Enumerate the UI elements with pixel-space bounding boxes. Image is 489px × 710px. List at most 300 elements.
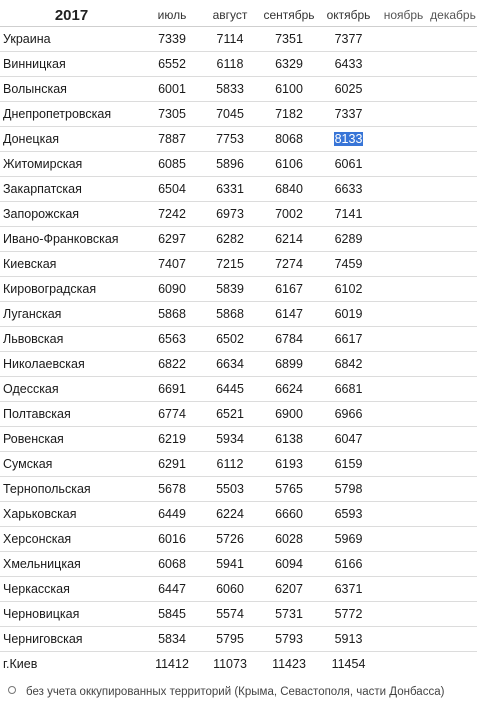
value-cell [429,27,477,52]
table-row [0,402,477,427]
table-row [0,252,477,277]
cell-value: 7753 [216,132,244,146]
cell-value: 6112 [216,457,244,471]
value-cell [319,227,378,252]
value-cell [143,277,201,302]
cell-value: 6552 [158,57,186,71]
cell-value: 6061 [334,157,363,171]
value-cell [378,602,429,627]
value-cell [378,452,429,477]
value-cell [259,302,319,327]
cell-value: 11423 [272,657,306,671]
cell-value: 6899 [275,357,303,371]
cell-value: 5941 [216,557,244,571]
cell-value: 5678 [158,482,186,496]
value-cell [429,52,477,77]
cell-value: 6193 [275,457,303,471]
value-cell [201,77,259,102]
value-cell [259,77,319,102]
cell-value: 6138 [275,432,303,446]
value-cell [429,252,477,277]
cell-value: 6085 [158,157,186,171]
cell-value: 6214 [275,232,303,246]
cell-value: 5793 [275,632,303,646]
value-cell [319,352,378,377]
value-cell [319,627,378,652]
value-cell [319,177,378,202]
cell-value: 7141 [334,207,363,221]
cell-value: 5969 [334,532,363,546]
circle-bullet-icon [8,686,16,694]
value-cell [259,52,319,77]
cell-value: 6100 [275,82,303,96]
header-month-october: октябрь [319,4,378,27]
cell-value: 5868 [216,307,244,321]
value-cell [201,202,259,227]
value-cell [378,477,429,502]
cell-value: 5798 [334,482,363,496]
cell-value: 6447 [158,582,186,596]
value-cell [378,177,429,202]
value-cell [378,427,429,452]
value-cell [319,452,378,477]
cell-value: 7887 [158,132,186,146]
value-cell [201,152,259,177]
value-cell [319,402,378,427]
table-body [0,27,477,677]
value-cell [143,102,201,127]
salary-table [0,4,477,676]
header-month-december: декабрь [429,4,477,27]
region-name: Закарпатская [0,177,143,202]
cell-value: 6090 [158,282,186,296]
region-name: Ровенская [0,427,143,452]
table-row [0,377,477,402]
value-cell [378,652,429,677]
cell-value: 5731 [275,607,303,621]
value-cell [259,352,319,377]
table-row [0,202,477,227]
value-cell [201,277,259,302]
value-cell [319,552,378,577]
cell-value: 11454 [331,657,366,671]
value-cell [429,77,477,102]
cell-value: 6207 [275,582,303,596]
value-cell [319,152,378,177]
cell-value: 6840 [275,182,303,196]
region-name: Житомирская [0,152,143,177]
value-cell [143,627,201,652]
cell-value: 6282 [216,232,244,246]
cell-value: 6289 [334,232,363,246]
cell-value: 6521 [216,407,244,421]
value-cell [429,627,477,652]
value-cell [429,402,477,427]
value-cell [259,377,319,402]
region-name: Черновицкая [0,602,143,627]
value-cell [429,527,477,552]
cell-value: 6028 [275,532,303,546]
table-row [0,577,477,602]
value-cell [429,352,477,377]
value-cell [429,502,477,527]
cell-value: 6106 [275,157,303,171]
cell-value: 6563 [158,332,186,346]
table-row [0,102,477,127]
value-cell [259,502,319,527]
cell-value: 5868 [158,307,186,321]
region-name: Волынская [0,77,143,102]
value-cell [143,177,201,202]
value-cell [143,252,201,277]
region-name: Украина [0,27,143,52]
value-cell [319,377,378,402]
value-cell [378,527,429,552]
cell-value: 6445 [216,382,244,396]
value-cell [259,577,319,602]
value-cell [319,577,378,602]
header-month-september: сентябрь [259,4,319,27]
value-cell [429,377,477,402]
value-cell [143,452,201,477]
value-cell [259,252,319,277]
value-cell [143,77,201,102]
value-cell [259,177,319,202]
cell-value: 6593 [334,507,363,521]
cell-value: 6025 [334,82,363,96]
table-row [0,652,477,677]
value-cell [259,127,319,152]
value-cell [429,202,477,227]
cell-value: 5772 [334,607,363,621]
cell-value: 6784 [275,332,303,346]
region-name: Луганская [0,302,143,327]
cell-value: 5726 [216,532,244,546]
region-name: Хмельницкая [0,552,143,577]
value-cell [378,352,429,377]
cell-value: 6449 [158,507,186,521]
value-cell [259,102,319,127]
value-cell [259,627,319,652]
region-name: г.Киев [3,657,38,671]
value-cell [259,602,319,627]
value-cell [429,602,477,627]
value-cell [319,327,378,352]
value-cell [143,402,201,427]
cell-value: 6966 [334,407,363,421]
value-cell [378,77,429,102]
cell-value: 7339 [158,32,186,46]
cell-value: 6047 [334,432,363,446]
value-cell [143,577,201,602]
value-cell [143,52,201,77]
value-cell [429,577,477,602]
value-cell [378,152,429,177]
value-cell [259,27,319,52]
value-cell [429,152,477,177]
value-cell [201,27,259,52]
cell-value: 6001 [158,82,186,96]
region-name: Винницкая [0,52,143,77]
value-cell [319,527,378,552]
value-cell [143,552,201,577]
value-cell [201,502,259,527]
table-row [0,277,477,302]
cell-value: 5503 [216,482,244,496]
value-cell [201,377,259,402]
region-name: Донецкая [0,127,143,152]
value-cell [259,527,319,552]
value-cell [378,102,429,127]
region-name: Ивано-Франковская [0,227,143,252]
region-name: Харьковская [0,502,143,527]
value-cell [378,302,429,327]
cell-value: 7351 [275,32,303,46]
cell-value: 6617 [334,332,363,346]
value-cell [201,102,259,127]
value-cell [378,402,429,427]
value-cell [429,552,477,577]
value-cell [319,602,378,627]
value-cell [319,277,378,302]
value-cell [429,227,477,252]
value-cell [259,327,319,352]
value-cell [259,652,319,677]
table-row [0,227,477,252]
value-cell [201,577,259,602]
region-name: Николаевская [0,352,143,377]
footnote [8,686,444,698]
value-cell [378,52,429,77]
table-row [0,527,477,552]
value-cell [259,402,319,427]
header-month-november: ноябрь [378,4,429,27]
region-name: Херсонская [0,527,143,552]
cell-value: 7242 [158,207,186,221]
value-cell [378,277,429,302]
value-cell [143,527,201,552]
table-row [0,427,477,452]
region-name: Днепропетровская [0,102,143,127]
table-row [0,177,477,202]
value-cell [378,252,429,277]
table-row [0,127,477,152]
value-cell [143,327,201,352]
value-cell [259,202,319,227]
value-cell [319,302,378,327]
value-cell [143,477,201,502]
value-cell [429,652,477,677]
footnote-text: без учета оккупированных территорий (Крыма, Севастополя, части Донбасса) [26,686,445,698]
cell-value: 6973 [216,207,244,221]
value-cell [143,127,201,152]
value-cell [143,427,201,452]
region-name: Черниговская [0,627,143,652]
region-name: Одесская [0,377,143,402]
cell-value: 6433 [334,57,363,71]
cell-value: 8068 [275,132,303,146]
cell-value: 7215 [216,257,244,271]
value-cell [378,627,429,652]
value-cell [201,602,259,627]
value-cell [378,202,429,227]
value-cell [143,27,201,52]
value-cell [201,627,259,652]
cell-value: 5839 [216,282,244,296]
value-cell [429,327,477,352]
table-row [0,302,477,327]
cell-value: 7337 [334,107,363,121]
cell-value: 6159 [334,457,363,471]
cell-value: 5765 [275,482,303,496]
value-cell [319,252,378,277]
value-cell [201,227,259,252]
cell-value: 5834 [158,632,186,646]
value-cell [319,102,378,127]
table-row [0,477,477,502]
value-cell [429,452,477,477]
table-row [0,27,477,52]
cell-value: 5913 [334,632,363,646]
cell-value: 6634 [216,357,244,371]
value-cell [259,427,319,452]
cell-value: 6331 [216,182,244,196]
value-cell [201,52,259,77]
region-name: Черкасская [0,577,143,602]
cell-value: 6329 [275,57,303,71]
table-header [0,4,477,27]
cell-value: 6633 [334,182,363,196]
table-row [0,552,477,577]
cell-value: 11073 [213,657,247,671]
selected-cell-value: 8133 [334,132,363,146]
value-cell [429,102,477,127]
cell-value: 7182 [275,107,303,121]
value-cell [378,502,429,527]
cell-value: 6094 [275,557,303,571]
value-cell [143,227,201,252]
cell-value: 6822 [158,357,186,371]
cell-value: 7002 [275,207,303,221]
cell-value: 6660 [275,507,303,521]
cell-value: 6019 [334,307,363,321]
cell-value: 6624 [275,382,303,396]
region-name: Полтавская [0,402,143,427]
value-cell [201,427,259,452]
value-cell [201,177,259,202]
cell-value: 7274 [275,257,303,271]
header-month-august: август [201,4,259,27]
cell-value: 6224 [216,507,244,521]
table-row [0,627,477,652]
value-cell [143,302,201,327]
value-cell [201,352,259,377]
value-cell [378,27,429,52]
value-cell [378,327,429,352]
table-row [0,352,477,377]
table-row [0,327,477,352]
value-cell [378,227,429,252]
value-cell [201,302,259,327]
cell-value: 7045 [216,107,244,121]
value-cell [201,252,259,277]
value-cell [201,652,259,677]
cell-value: 5934 [216,432,244,446]
cell-value: 6068 [158,557,186,571]
value-cell [259,227,319,252]
cell-value: 5845 [158,607,186,621]
value-cell [259,552,319,577]
cell-value: 5795 [216,632,244,646]
value-cell [319,52,378,77]
cell-value: 7377 [334,32,363,46]
value-cell [143,502,201,527]
cell-value: 6681 [334,382,363,396]
value-cell [143,202,201,227]
value-cell [319,652,378,677]
value-cell [201,452,259,477]
table-row [0,502,477,527]
value-cell [201,477,259,502]
value-cell [143,352,201,377]
value-cell [429,302,477,327]
value-cell [319,127,378,152]
cell-value: 6147 [275,307,303,321]
cell-value: 6060 [216,582,244,596]
table-row [0,602,477,627]
cell-value: 6167 [275,282,303,296]
cell-value: 11412 [155,657,189,671]
value-cell [378,577,429,602]
region-name: Тернопольская [0,477,143,502]
value-cell [429,127,477,152]
value-cell [201,127,259,152]
cell-value: 7407 [158,257,186,271]
value-cell [143,602,201,627]
value-cell [319,27,378,52]
value-cell [201,402,259,427]
table-row [0,52,477,77]
region-name: Львовская [0,327,143,352]
value-cell [259,477,319,502]
cell-value: 6504 [158,182,186,196]
cell-value: 6219 [158,432,186,446]
value-cell [319,502,378,527]
table-row [0,152,477,177]
cell-value: 6291 [158,457,186,471]
value-cell [429,277,477,302]
value-cell [259,452,319,477]
cell-value: 6371 [334,582,363,596]
value-cell [319,202,378,227]
value-cell [259,152,319,177]
table-row [0,77,477,102]
cell-value: 7305 [158,107,186,121]
cell-value: 6842 [334,357,363,371]
value-cell [143,652,201,677]
value-cell [143,377,201,402]
value-cell [378,127,429,152]
cell-value: 6900 [275,407,303,421]
region-name: Запорожская [0,202,143,227]
cell-value: 6774 [158,407,186,421]
value-cell [378,552,429,577]
cell-value: 6297 [158,232,186,246]
value-cell [319,477,378,502]
value-cell [319,77,378,102]
value-cell [429,477,477,502]
cell-value: 6166 [334,557,363,571]
